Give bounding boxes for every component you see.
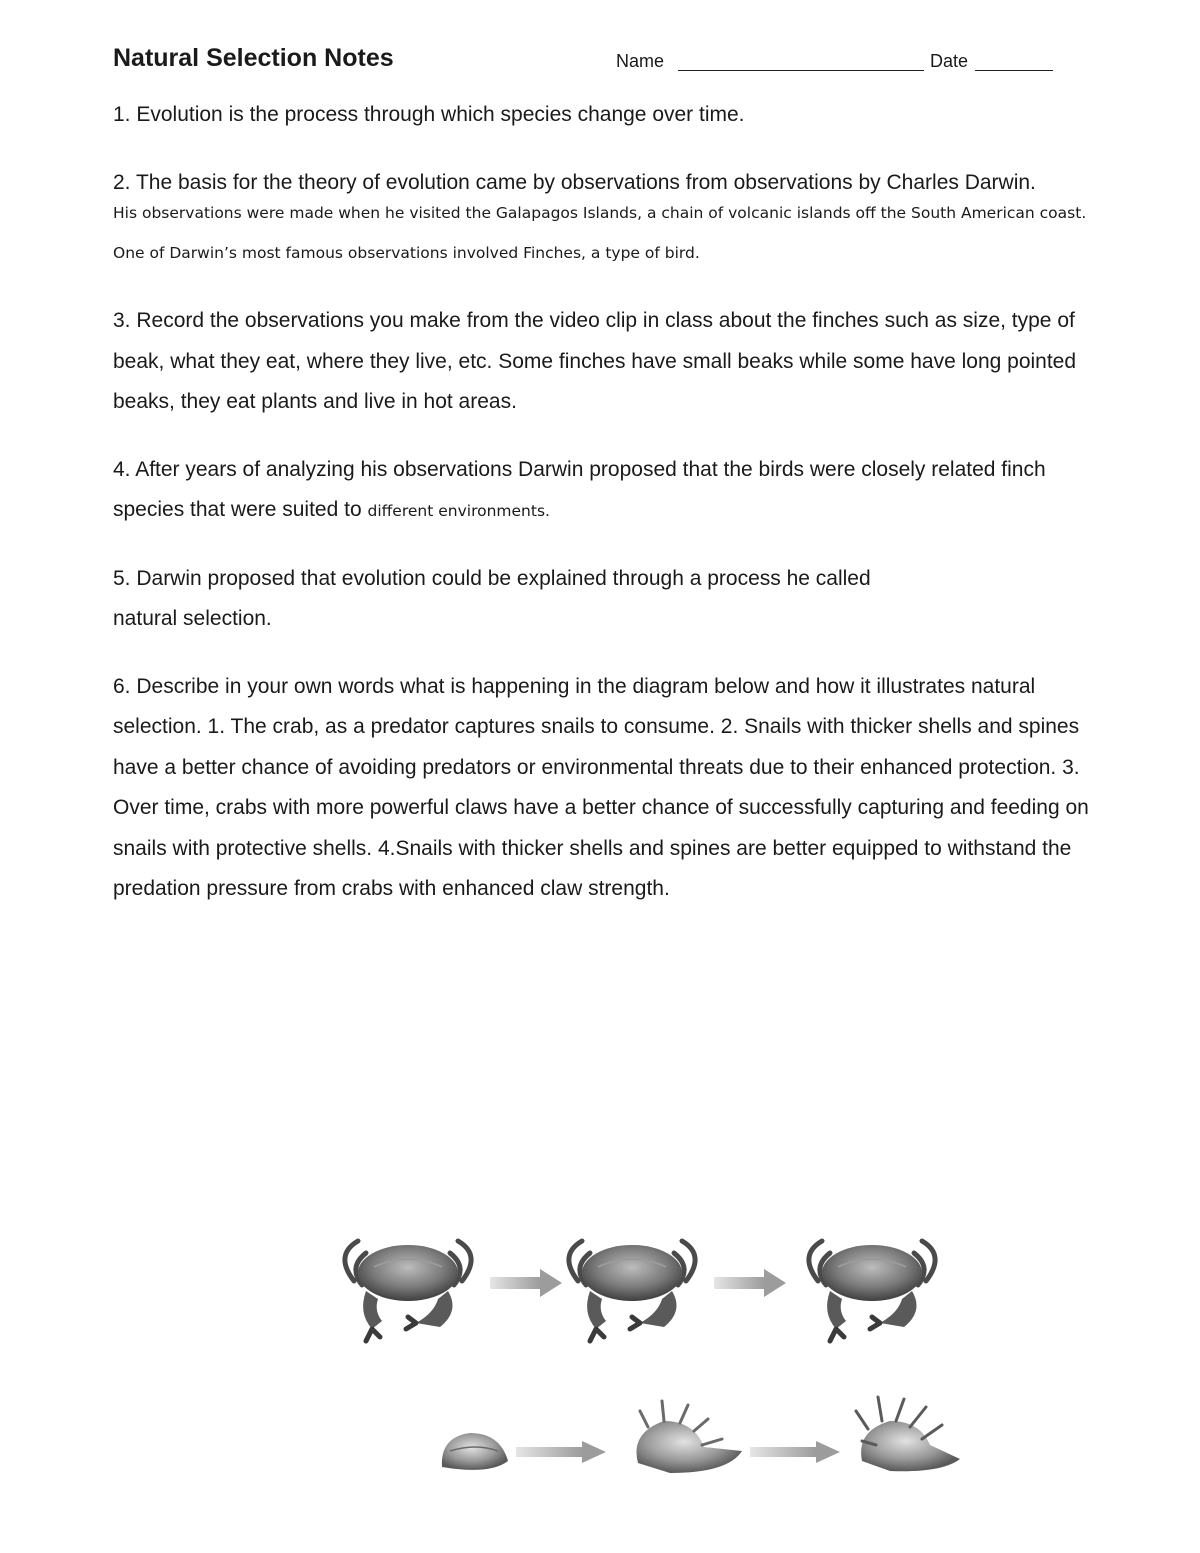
- crab-arrow-1: [490, 1269, 562, 1297]
- snail-arrow-2: [750, 1441, 840, 1463]
- question-4-prompt: 4. After years of analyzing his observations Darwin proposed that the birds were closely related finch species that were suited to: [113, 457, 1046, 521]
- question-4: [113, 450, 1093, 532]
- page-title: Natural Selection Notes: [113, 44, 394, 72]
- name-field[interactable]: [678, 70, 924, 71]
- crab-generation-2: [569, 1241, 695, 1341]
- notes-body: [113, 95, 1093, 937]
- question-4-answer: different environments.: [367, 502, 550, 520]
- question-2-answer-1: His observations were made when he visited the Galapagos Islands, a chain of volcanic islands off the South American coast.: [113, 204, 1087, 222]
- worksheet-header: [113, 42, 1073, 78]
- snail-heavily-spined-shell: [856, 1397, 960, 1471]
- question-1: 1. Evolution is the process through which species change over time.: [113, 103, 745, 126]
- snail-spined-shell: [636, 1401, 742, 1473]
- question-2-answer-2: One of Darwin’s most famous observations involved Finches, a type of bird.: [113, 244, 700, 262]
- snail-arrow-1: [516, 1441, 606, 1463]
- question-2-answers: [113, 193, 1093, 273]
- crab-generation-3: [809, 1241, 935, 1341]
- question-6: 6. Describe in your own words what is happening in the diagram below and how it illustrates natural selection. 1. The crab, as a predator captures snails to consume. 2. Snails with thicker shells and spines have a better chance of avoiding predators or environmental threats due to their enhanced protection. 3. Over time, crabs with more powerful claws have a better chance of successfully capturing and feeding on snails with protective shells. 4.Snails with thicker shells and spines are better equipped to withstand the predation pressure from crabs with enhanced claw strength.: [113, 674, 1089, 900]
- question-2: 2. The basis for the theory of evolution came by observations from observations by Charles Darwin.: [113, 170, 1036, 194]
- question-3: 3. Record the observations you make from the video clip in class about the finches such as size, type of beak, what they eat, where they live, etc. Some finches have small beaks while some have long pointed beaks, they eat plants and live in hot areas.: [113, 309, 1077, 413]
- name-label: Name: [616, 51, 665, 71]
- date-field[interactable]: [975, 70, 1053, 71]
- snail-smooth-shell: [442, 1433, 508, 1470]
- question-5: [113, 559, 1093, 640]
- crab-generation-1: [345, 1241, 471, 1341]
- crab-arrow-2: [714, 1269, 786, 1297]
- question-5-prompt: 5. Darwin proposed that evolution could be explained through a process he called: [113, 566, 871, 590]
- question-5-answer: natural selection.: [113, 607, 272, 630]
- date-label: Date: [930, 51, 969, 71]
- crab-snail-diagram: [330, 1215, 980, 1515]
